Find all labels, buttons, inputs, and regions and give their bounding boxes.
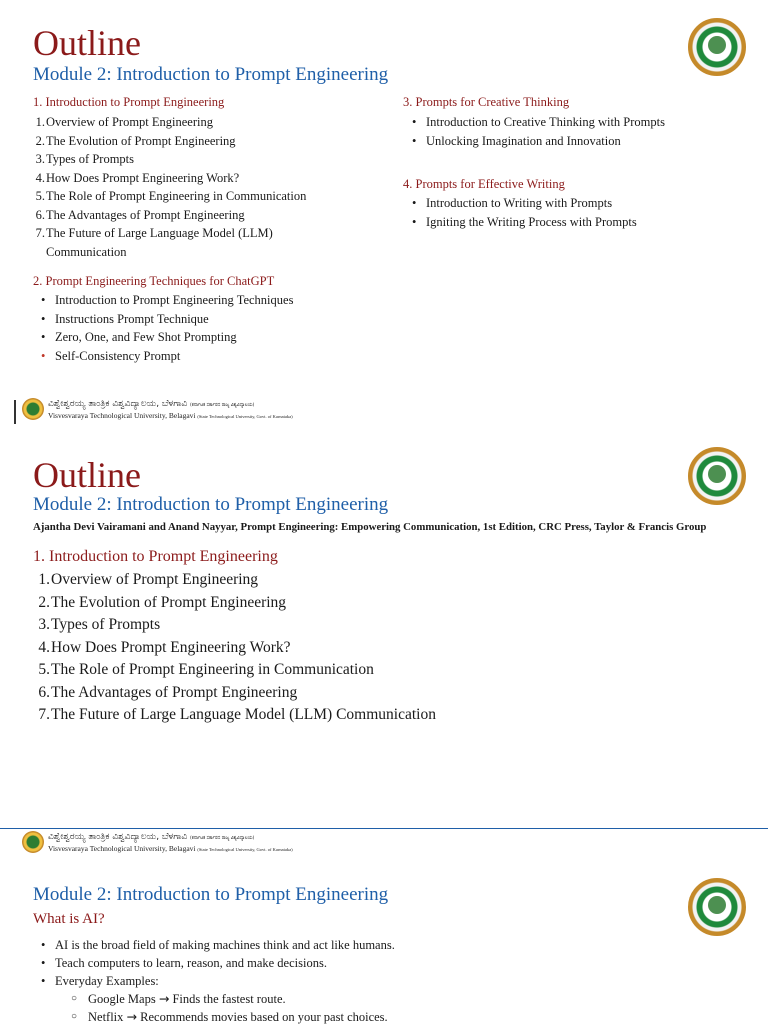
slide-outline-2: [0, 430, 768, 860]
list-item: ○ Netflix → Recommends movies based on your past choices.: [33, 1008, 733, 1024]
list-item: 4.How Does Prompt Engineering Work?: [35, 170, 240, 185]
list-item: • Introduction to Creative Thinking with Prompts: [404, 113, 744, 132]
list-item: • Introduction to Writing with Prompts: [404, 194, 744, 213]
university-seal-icon: [688, 447, 746, 505]
ai-examples-list: [33, 990, 733, 1024]
list-item: ○ Google Maps → Finds the fastest route.: [33, 990, 733, 1008]
university-seal-icon: [688, 18, 746, 76]
section-1-list: [22, 569, 622, 727]
section-2-list: [33, 291, 373, 365]
university-logo-icon: [22, 831, 44, 853]
footer-kannada-note: (ಕರ್ನಾಟಕ ಸರ್ಕಾರದ ರಾಜ್ಯ ವಿಶ್ವವಿದ್ಯಾಲಯ): [190, 403, 255, 408]
list-item: Communication: [46, 244, 127, 259]
footer-kannada-name: ವಿಶ್ವೇಶ್ವರಯ್ಯ ತಾಂತ್ರಿಕ ವಿಶ್ವವಿದ್ಯಾಲಯ, ಬೆಳಗಾವಿ: [48, 399, 188, 409]
list-item: 2.The Evolution of Prompt Engineering: [38, 593, 287, 611]
section-heading-2: 2. Prompt Engineering Techniques for ChatGPT: [33, 274, 275, 288]
section-heading-3: 3. Prompts for Creative Thinking: [403, 95, 570, 109]
section-heading-1: 1. Introduction to Prompt Engineering: [33, 95, 225, 109]
module-heading: Module 2: Introduction to Prompt Engineering: [33, 494, 389, 515]
list-item: 2.The Evolution of Prompt Engineering: [35, 133, 236, 148]
university-footer: [18, 398, 318, 426]
section-3-list: [404, 113, 744, 150]
university-logo-icon: [22, 398, 44, 420]
footer-kannada-name: ವಿಶ್ವೇಶ್ವರಯ್ಯ ತಾಂತ್ರಿಕ ವಿಶ್ವವಿದ್ಯಾಲಯ, ಬೆಳಗಾವಿ: [48, 832, 188, 842]
section-heading-1: 1. Introduction to Prompt Engineering: [33, 548, 278, 565]
list-item: 6.The Advantages of Prompt Engineering: [35, 207, 245, 222]
list-item: • Introduction to Prompt Engineering Techniques: [33, 291, 373, 310]
list-item: 7.The Future of Large Language Model (LLM): [35, 226, 273, 240]
list-item: • Instructions Prompt Technique: [33, 310, 373, 329]
list-item: • Teach computers to learn, reason, and make decisions.: [33, 954, 733, 972]
list-item: 1.Overview of Prompt Engineering: [35, 115, 213, 129]
footer-english-note: (State Technological University, Govt. of Karnataka): [197, 414, 293, 419]
section-4-list: [404, 194, 744, 231]
module-heading: Module 2: Introduction to Prompt Engineering: [33, 884, 389, 905]
list-item: • Igniting the Writing Process with Prompts: [404, 213, 744, 232]
list-item: 6.The Advantages of Prompt Engineering: [38, 683, 298, 701]
list-item: 4.How Does Prompt Engineering Work?: [38, 638, 291, 656]
book-reference: Ajantha Devi Vairamani and Anand Nayyar, Prompt Engineering: Empowering Communication, 1st Edition, CRC Press, Taylor & Francis Group: [33, 521, 707, 533]
slide-outline-1: [0, 0, 768, 430]
footer-rule: [0, 828, 768, 829]
footer-english-name: Visvesvaraya Technological University, Belagavi: [48, 844, 196, 853]
list-item: 3.Types of Prompts: [35, 152, 135, 166]
footer-kannada-note: (ಕರ್ನಾಟಕ ಸರ್ಕಾರದ ರಾಜ್ಯ ವಿಶ್ವವಿದ್ಯಾಲಯ): [190, 836, 255, 841]
question-heading: What is AI?: [33, 911, 105, 927]
slide-what-is-ai: [0, 860, 768, 1024]
list-item: • AI is the broad field of making machines think and act like humans.: [33, 936, 733, 954]
list-item: 3.Types of Prompts: [38, 616, 161, 633]
section-1-list: [22, 113, 382, 261]
footer-divider: [14, 400, 16, 424]
list-item: • Unlocking Imagination and Innovation: [404, 132, 744, 151]
module-heading: Module 2: Introduction to Prompt Engineering: [33, 64, 389, 85]
slide-title: Outline: [33, 455, 141, 495]
slide-title: Outline: [33, 23, 141, 63]
list-item: 7.The Future of Large Language Model (LLM) Communication: [38, 706, 436, 723]
list-item: 5.The Role of Prompt Engineering in Communication: [35, 189, 307, 203]
list-item: • Everyday Examples:: [33, 972, 733, 990]
university-footer: [18, 831, 318, 859]
university-seal-icon: [688, 878, 746, 936]
ai-bullet-list: [33, 936, 733, 991]
footer-english-name: Visvesvaraya Technological University, Belagavi: [48, 411, 196, 420]
footer-english-note: (State Technological University, Govt. of Karnataka): [197, 847, 293, 852]
list-item: • Zero, One, and Few Shot Prompting: [33, 328, 373, 347]
list-item: 1.Overview of Prompt Engineering: [38, 571, 259, 588]
list-item: • Self-Consistency Prompt: [33, 347, 373, 366]
list-item: 5.The Role of Prompt Engineering in Communication: [38, 661, 374, 678]
section-heading-4: 4. Prompts for Effective Writing: [403, 177, 565, 191]
